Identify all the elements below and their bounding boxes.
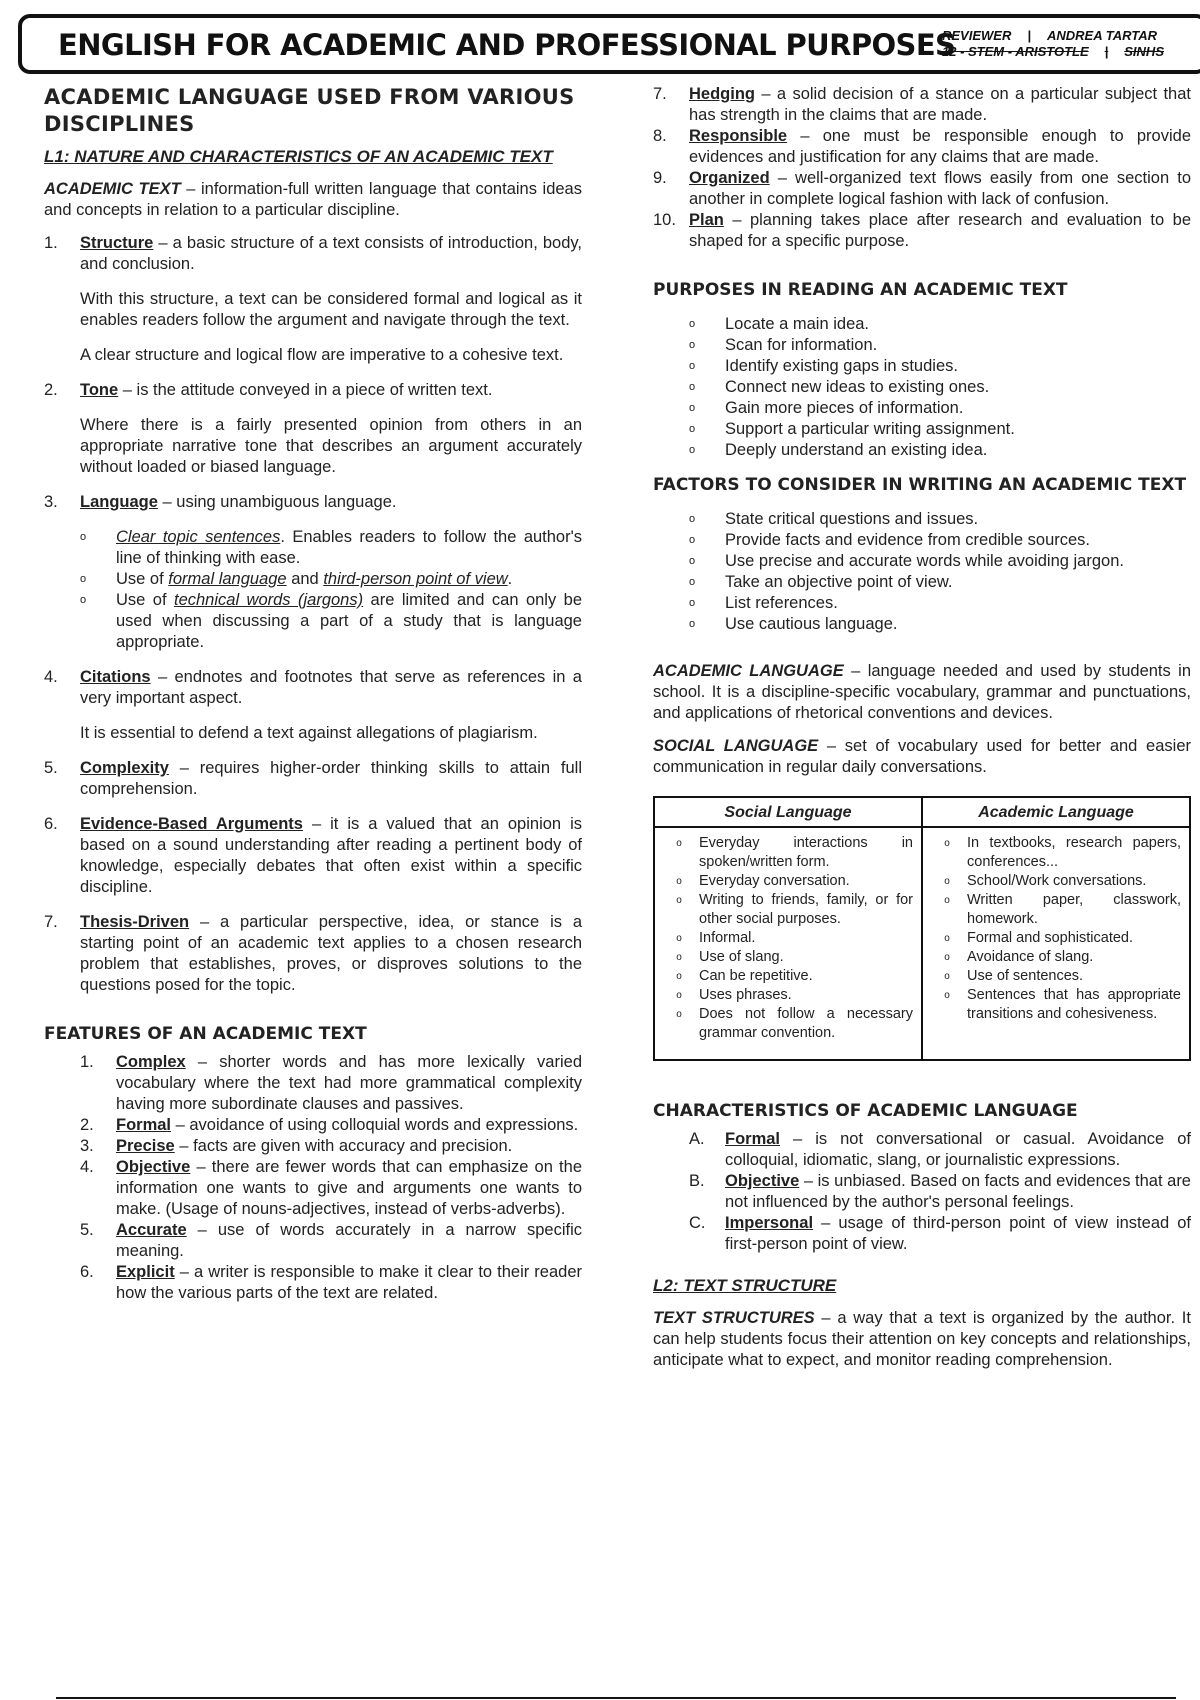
term: TEXT STRUCTURES (653, 1309, 815, 1327)
bullet-icon: o (689, 534, 696, 546)
bullet-icon: o (689, 618, 696, 630)
item-label: Citations (80, 668, 151, 686)
bullet-icon: o (676, 838, 682, 849)
bullet-icon: o (689, 423, 696, 435)
bullet-text: Support a particular writing assignment. (725, 420, 1015, 438)
meta-reviewer: REVIEWER (942, 28, 1012, 43)
feature-item (80, 1220, 582, 1262)
document-title: ENGLISH FOR ACADEMIC AND PROFESSIONAL PURPOSES (58, 28, 956, 62)
item-number: 7. (44, 913, 58, 931)
bullet-item (689, 419, 1191, 440)
item-text: – is unbiased. Based on facts and evidences that are not influenced by the author's personal feelings. (725, 1172, 1191, 1211)
table-bullet (927, 872, 1181, 891)
list-item-thesis (44, 912, 582, 996)
emphasis: formal language (168, 570, 287, 588)
item-number: 8. (653, 127, 667, 145)
bullet-text: Use precise and accurate words while avoiding jargon. (725, 552, 1124, 570)
item-label: Complex (116, 1053, 186, 1071)
feature-item (80, 1052, 582, 1115)
table-bullet (927, 929, 1181, 948)
bullet-icon: o (944, 971, 950, 982)
cell-text: Use of sentences. (967, 968, 1084, 984)
factors-heading: FACTORS TO CONSIDER IN WRITING AN ACADEMIC TEXT (653, 475, 1187, 495)
item-number: 1. (44, 234, 58, 252)
definition-text: – information-full written language that contains ideas and concepts in relation to a particular discipline. (44, 180, 582, 219)
item-text: – endnotes and footnotes that serve as references in a very important aspect. (80, 668, 582, 707)
bullet-item (689, 530, 1191, 551)
emphasis: technical words (jargons) (173, 591, 364, 609)
item-text: – avoidance of using colloquial words and expressions. (171, 1116, 579, 1134)
bullet-text: Deeply understand an existing idea. (725, 441, 988, 459)
bullet-icon: o (689, 318, 696, 330)
table-bullet (659, 834, 913, 872)
item-text: – a solid decision of a stance on a particular subject that has strength in the claims that are made. (689, 85, 1191, 124)
table-bullet (659, 891, 913, 929)
item-number: 3. (44, 493, 58, 511)
footer-divider (56, 1697, 1176, 1699)
bullet-text: List references. (725, 594, 838, 612)
item-text: – a writer is responsible to make it clear to their reader how the various parts of the text are related. (116, 1263, 582, 1302)
structure-note-2: A clear structure and logical flow are imperative to a cohesive text. (80, 346, 564, 364)
item-label: Thesis-Driven (80, 913, 190, 931)
bullet-text: Locate a main idea. (725, 315, 870, 333)
bullet-item (689, 398, 1191, 419)
table-bullet (659, 986, 913, 1005)
document-meta (942, 28, 1164, 60)
citations-note: It is essential to defend a text against allegations of plagiarism. (80, 724, 538, 742)
feature-item (80, 1115, 582, 1136)
item-label: Accurate (116, 1221, 187, 1239)
item-label: Impersonal (725, 1214, 814, 1232)
item-number: 6. (44, 815, 58, 833)
bullet-icon: o (676, 876, 682, 887)
factors-list (653, 509, 1191, 635)
main-heading: ACADEMIC LANGUAGE USED FROM VARIOUS DISCIPLINES (44, 85, 575, 136)
features-continued-list (617, 84, 1191, 252)
item-label: Organized (689, 169, 770, 187)
item-number: 6. (80, 1263, 94, 1281)
bullet-text: Provide facts and evidence from credible sources. (725, 531, 1091, 549)
item-text: – one must be responsible enough to provide evidences and justification for any claims that are made. (689, 127, 1191, 166)
emphasis: Clear topic sentences (116, 528, 281, 546)
meta-separator: | (1104, 44, 1109, 59)
bullet-icon: o (676, 952, 682, 963)
cell-text: Use of slang. (699, 949, 784, 965)
bullet-item (80, 590, 582, 653)
bullet-text: Scan for information. (725, 336, 878, 354)
meta-school: SINHS (1124, 44, 1164, 59)
item-number: 5. (44, 759, 58, 777)
term: ACADEMIC TEXT (44, 180, 181, 198)
bullet-item (689, 356, 1191, 377)
bullet-icon: o (689, 597, 696, 609)
bullet-icon: o (676, 895, 682, 906)
item-label: Explicit (116, 1263, 175, 1281)
academic-language-definition (653, 661, 1191, 724)
feature-item (653, 168, 1191, 210)
bullet-text: Use of (116, 570, 169, 588)
cell-text: Can be repetitive. (699, 968, 813, 984)
table-bullet (927, 834, 1181, 872)
table-header-academic: Academic Language (922, 797, 1190, 827)
bullet-text: Use cautious language. (725, 615, 898, 633)
item-label: Plan (689, 211, 724, 229)
item-label: Formal (725, 1130, 781, 1148)
bullet-icon: o (80, 573, 87, 585)
item-label: Evidence-Based Arguments (80, 815, 303, 833)
item-label: Objective (116, 1158, 191, 1176)
cell-text: Everyday conversation. (699, 873, 850, 889)
bullet-text: . (507, 570, 513, 588)
cell-text: Uses phrases. (699, 987, 792, 1003)
table-header-social: Social Language (654, 797, 922, 827)
cell-text: Formal and sophisticated. (967, 930, 1134, 946)
item-text: – a basic structure of a text consists of introduction, body, and conclusion. (80, 234, 582, 273)
table-bullet (927, 986, 1181, 1024)
item-letter: B. (689, 1172, 705, 1190)
bullet-item (80, 569, 582, 590)
definition-text: – a way that a text is organized by the author. It can help students focus their attention on key concepts and relationships, anticipate what to expect, and monitor reading comprehension. (653, 1309, 1191, 1369)
cell-text: School/Work conversations. (967, 873, 1147, 889)
characteristic-item (689, 1213, 1191, 1255)
feature-item (80, 1262, 582, 1304)
item-letter: C. (689, 1214, 706, 1232)
bullet-icon: o (689, 555, 696, 567)
bullet-item (689, 572, 1191, 593)
lesson2-heading: L2: TEXT STRUCTURE (653, 1276, 837, 1295)
bullet-item (80, 527, 582, 569)
bullet-item (689, 593, 1191, 614)
item-text: – shorter words and has more lexically varied vocabulary where the text had more grammatical complexity having more subordinate clauses and passives. (116, 1053, 582, 1113)
bullet-icon: o (689, 339, 696, 351)
bullet-icon: o (689, 444, 696, 456)
left-column (44, 84, 582, 1304)
characteristics-list (653, 1129, 1191, 1255)
item-number: 7. (653, 85, 667, 103)
item-text: – is not conversational or casual. Avoidance of colloquial, idiomatic, slang, or journalistic expressions. (725, 1130, 1191, 1169)
item-number: 10. (653, 211, 676, 229)
bullet-item (689, 440, 1191, 461)
item-text: – facts are given with accuracy and precision. (174, 1137, 513, 1155)
academic-language-cell (922, 827, 1190, 1060)
item-text: – a particular perspective, idea, or stance is a starting point of an academic text applies to a chosen research problem that establishes, proves, or disproves solutions to the questions posed for the topic. (80, 913, 582, 994)
list-item-complexity (44, 758, 582, 800)
list-item-language (44, 492, 582, 513)
features-list (44, 1052, 582, 1304)
meta-separator: | (1027, 28, 1031, 43)
list-item-evidence (44, 814, 582, 898)
list-item-structure (44, 233, 582, 275)
bullet-icon: o (689, 402, 696, 414)
academic-text-definition (44, 179, 582, 221)
item-label: Precise (116, 1137, 175, 1155)
bullet-text: Connect new ideas to existing ones. (725, 378, 990, 396)
list-item-citations (44, 667, 582, 709)
item-label: Hedging (689, 85, 755, 103)
table-bullet (659, 929, 913, 948)
meta-author: ANDREA TARTAR (1046, 28, 1157, 43)
item-label: Language (80, 493, 158, 511)
bullet-icon: o (689, 381, 696, 393)
item-number: 2. (44, 381, 58, 399)
bullet-item (689, 314, 1191, 335)
definition-text: – language needed and used by students in school. It is a discipline-specific vocabulary, grammar and punctuations, and applications of rhetorical conventions and devices. (653, 662, 1191, 722)
item-label: Structure (80, 234, 154, 252)
item-number: 4. (44, 668, 58, 686)
text-structures-definition (653, 1308, 1191, 1371)
table-bullet (659, 872, 913, 891)
social-language-definition (653, 736, 1191, 778)
bullet-icon: o (676, 933, 682, 944)
feature-item (80, 1157, 582, 1220)
bullet-icon: o (676, 971, 682, 982)
table-bullet (659, 967, 913, 986)
right-column (653, 84, 1191, 1383)
header-box (18, 14, 1200, 74)
item-text: – well-organized text flows easily from one section to another in complete logical fashion with lack of confusion. (689, 169, 1191, 208)
table-bullet (927, 948, 1181, 967)
item-text: – planning takes place after research and evaluation to be shaped for a specific purpose. (689, 211, 1191, 250)
table-bullet (927, 891, 1181, 929)
feature-item (653, 84, 1191, 126)
bullet-text: Identify existing gaps in studies. (725, 357, 958, 375)
cell-text: Sentences that has appropriate transitions and cohesiveness. (967, 987, 1181, 1022)
item-label: Tone (80, 381, 119, 399)
item-text: – usage of third-person point of view instead of first-person point of view. (725, 1214, 1191, 1253)
bullet-icon: o (80, 594, 87, 606)
table-bullet (659, 948, 913, 967)
features-heading: FEATURES OF AN ACADEMIC TEXT (44, 1024, 367, 1044)
characteristic-item (689, 1129, 1191, 1171)
item-text: – use of words accurately in a narrow specific meaning. (116, 1221, 582, 1260)
meta-section: 12 - STEM - ARISTOTLE (942, 44, 1089, 59)
table-bullet (927, 967, 1181, 986)
language-comparison-table (653, 796, 1191, 1061)
bullet-icon: o (676, 1009, 682, 1020)
bullet-icon: o (676, 990, 682, 1001)
cell-text: Written paper, classwork, homework. (967, 892, 1181, 927)
item-label: Objective (725, 1172, 800, 1190)
bullet-icon: o (944, 933, 950, 944)
item-number: 3. (80, 1137, 94, 1155)
item-text: – it is a valued that an opinion is based on a sound understanding after reading a pertinent body of knowledge, especially debates that often exist within a specific discipline. (80, 815, 582, 896)
cell-text: Does not follow a necessary grammar convention. (699, 1006, 913, 1041)
bullet-icon: o (944, 838, 950, 849)
bullet-icon: o (689, 513, 696, 525)
bullet-text: Use of (116, 591, 174, 609)
bullet-text: State critical questions and issues. (725, 510, 979, 528)
feature-item (653, 126, 1191, 168)
feature-item (653, 210, 1191, 252)
item-text: – is the attitude conveyed in a piece of written text. (118, 381, 493, 399)
bullet-item (689, 551, 1191, 572)
item-label: Responsible (689, 127, 788, 145)
purposes-list (653, 314, 1191, 461)
bullet-icon: o (689, 576, 696, 588)
emphasis: third-person point of view (323, 570, 508, 588)
item-number: 1. (80, 1053, 94, 1071)
cell-text: In textbooks, research papers, conferences... (967, 835, 1181, 870)
characteristics-heading: CHARACTERISTICS OF ACADEMIC LANGUAGE (653, 1101, 1078, 1121)
bullet-text: Gain more pieces of information. (725, 399, 964, 417)
feature-item (80, 1136, 582, 1157)
bullet-item (689, 509, 1191, 530)
lesson1-heading: L1: NATURE AND CHARACTERISTICS OF AN ACADEMIC TEXT (44, 147, 553, 166)
bullet-icon: o (944, 952, 950, 963)
table-bullet (659, 1005, 913, 1043)
structure-note-1: With this structure, a text can be considered formal and logical as it enables readers follow the argument and navigate through the text. (80, 290, 582, 329)
item-text: – requires higher-order thinking skills to attain full comprehension. (80, 759, 582, 798)
cell-text: Writing to friends, family, or for other social purposes. (699, 892, 913, 927)
language-bullets (44, 527, 582, 653)
bullet-text: and (286, 570, 324, 588)
tone-note: Where there is a fairly presented opinion from others in an appropriate narrative tone that describes an argument accurately without loaded or biased language. (80, 416, 582, 476)
term: ACADEMIC LANGUAGE (653, 662, 844, 680)
purposes-heading: PURPOSES IN READING AN ACADEMIC TEXT (653, 280, 1068, 300)
item-label: Formal (116, 1116, 172, 1134)
cell-text: Avoidance of slang. (967, 949, 1094, 965)
bullet-text: . Enables readers to follow the author's line of thinking with ease. (116, 528, 583, 567)
bullet-icon: o (944, 990, 950, 1001)
definition-text: – set of vocabulary used for better and easier communication in regular daily conversations. (653, 737, 1191, 776)
term: SOCIAL LANGUAGE (653, 737, 819, 755)
bullet-text: are limited and can only be used when discussing a part of a study that is language appropriate. (116, 591, 582, 651)
item-text: – using unambiguous language. (157, 493, 397, 511)
bullet-item (689, 614, 1191, 635)
item-number: 4. (80, 1158, 94, 1176)
item-number: 2. (80, 1116, 94, 1134)
item-number: 9. (653, 169, 667, 187)
item-label: Complexity (80, 759, 169, 777)
cell-text: Informal. (699, 930, 756, 946)
item-letter: A. (689, 1130, 705, 1148)
cell-text: Everyday interactions in spoken/written form. (699, 835, 913, 870)
bullet-icon: o (944, 876, 950, 887)
bullet-text: Take an objective point of view. (725, 573, 953, 591)
bullet-icon: o (689, 360, 696, 372)
characteristic-item (689, 1171, 1191, 1213)
bullet-icon: o (80, 531, 87, 543)
item-number: 5. (80, 1221, 94, 1239)
bullet-icon: o (944, 895, 950, 906)
social-language-cell (654, 827, 922, 1060)
bullet-item (689, 377, 1191, 398)
list-item-tone (44, 380, 582, 401)
bullet-item (689, 335, 1191, 356)
item-text: – there are fewer words that can emphasize on the information one wants to give and arguments one wants to make. (Usage of nouns-adjectives, instead of verbs-adverbs). (116, 1158, 582, 1218)
